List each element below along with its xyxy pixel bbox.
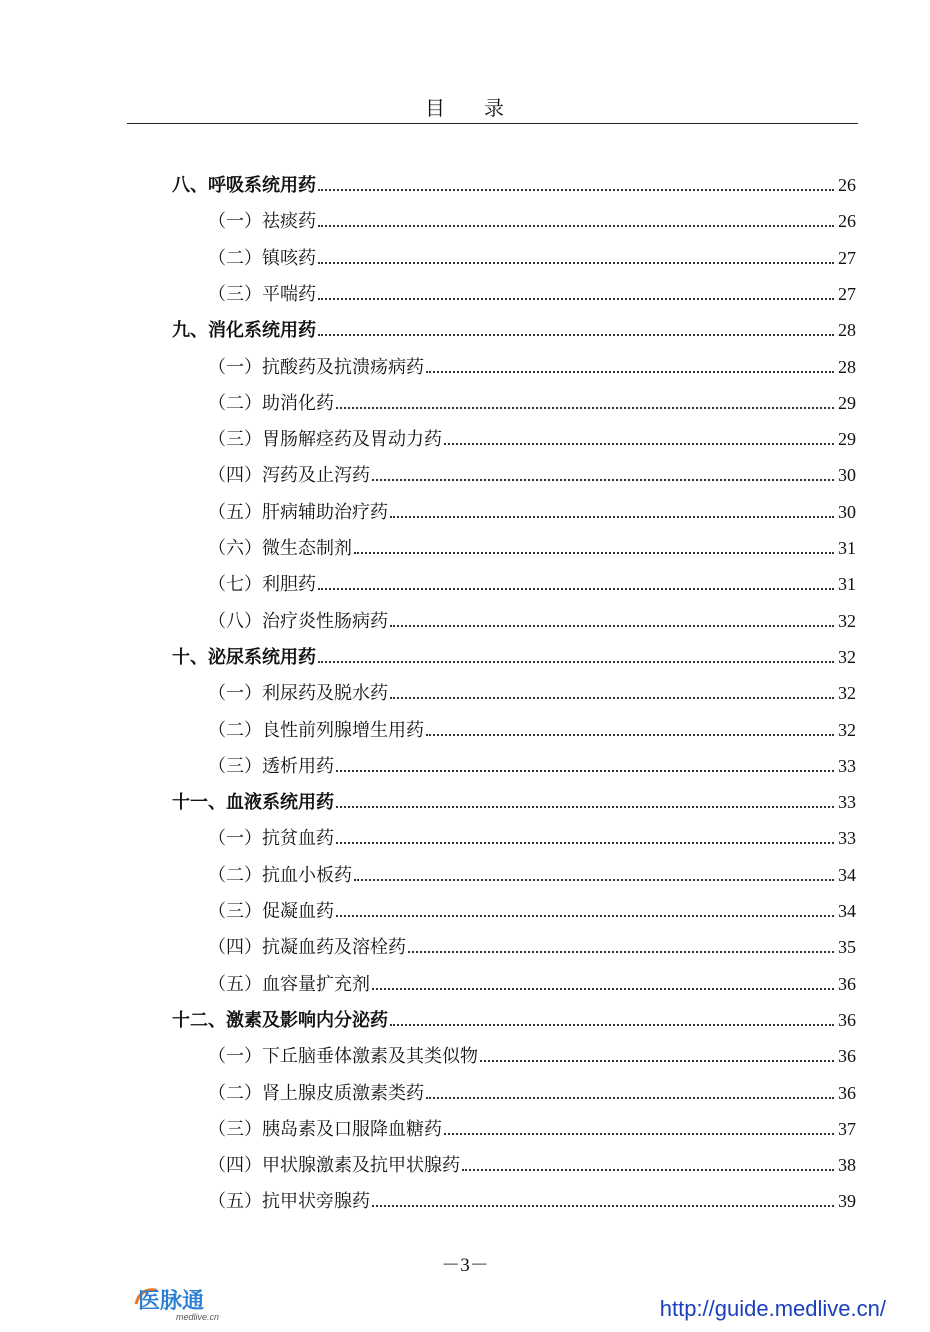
dot-leader bbox=[354, 552, 834, 554]
toc-entry-page-number: 33 bbox=[838, 828, 856, 849]
toc-section-row[interactable] bbox=[208, 279, 856, 309]
toc-entry-page-number: 34 bbox=[838, 864, 856, 885]
toc-entry-label: （一）下丘脑垂体激素及其类似物 bbox=[208, 1046, 478, 1068]
toc-entry-page-number: 36 bbox=[838, 1009, 856, 1030]
toc-entry-page-number: 36 bbox=[838, 1082, 856, 1103]
toc-chapter-row[interactable] bbox=[172, 642, 856, 672]
page-title bbox=[0, 92, 930, 121]
dot-leader bbox=[318, 262, 834, 264]
toc-section-row[interactable] bbox=[208, 424, 856, 454]
toc-entry-label: 九、消化系统用药 bbox=[172, 320, 316, 342]
logo-subtext: medlive.cn bbox=[176, 1312, 220, 1322]
toc-entry-label: 八、呼吸系统用药 bbox=[172, 175, 316, 196]
page-number: －3－ bbox=[441, 1255, 489, 1276]
toc-entry-page-number: 36 bbox=[838, 1046, 856, 1067]
toc-entry-label: （三）胰岛素及口服降血糖药 bbox=[208, 1118, 442, 1140]
dot-leader bbox=[462, 1169, 834, 1171]
dot-leader bbox=[426, 371, 834, 373]
dot-leader bbox=[336, 806, 834, 808]
toc-section-row[interactable] bbox=[208, 1041, 856, 1071]
toc-entry-page-number: 32 bbox=[838, 610, 856, 631]
toc-entry-label: （三）促凝血药 bbox=[208, 901, 334, 922]
toc-entry-label: （五）抗甲状旁腺药 bbox=[208, 1191, 370, 1213]
toc-section-row[interactable] bbox=[208, 751, 856, 781]
dot-leader bbox=[336, 842, 834, 844]
toc-entry-page-number: 28 bbox=[838, 320, 856, 341]
dot-leader bbox=[318, 298, 834, 300]
toc-entry-label: 十一、血液系统用药 bbox=[172, 792, 334, 814]
toc-entry-page-number: 38 bbox=[838, 1155, 856, 1176]
toc-entry-page-number: 36 bbox=[838, 973, 856, 994]
toc-chapter-row[interactable] bbox=[172, 170, 856, 200]
toc-section-row[interactable] bbox=[208, 678, 856, 708]
medlive-logo bbox=[132, 1280, 242, 1322]
toc-section-row[interactable] bbox=[208, 388, 856, 418]
toc-entry-page-number: 33 bbox=[838, 755, 856, 776]
toc-entry-page-number: 29 bbox=[838, 392, 856, 413]
toc-entry-page-number: 26 bbox=[838, 211, 856, 232]
dot-leader bbox=[318, 225, 834, 227]
toc-entry-page-number: 27 bbox=[838, 283, 856, 304]
dot-leader bbox=[336, 915, 834, 917]
toc-entry-label: （一）祛痰药 bbox=[208, 211, 316, 233]
toc-entry-label: （四）抗凝血药及溶栓药 bbox=[208, 937, 406, 959]
toc-entry-label: （三）透析用药 bbox=[208, 755, 334, 777]
dot-leader bbox=[426, 734, 834, 736]
toc-entry-label: （二）良性前列腺增生用药 bbox=[208, 719, 424, 741]
toc-entry-label: （七）利胆药 bbox=[208, 574, 316, 596]
dot-leader bbox=[336, 407, 834, 409]
toc-chapter-row[interactable] bbox=[172, 315, 856, 345]
toc-section-row[interactable] bbox=[208, 823, 856, 853]
toc-section-row[interactable] bbox=[208, 969, 856, 999]
dot-leader bbox=[318, 189, 834, 191]
toc-entry-label: （二）镇咳药 bbox=[208, 247, 316, 269]
toc-entry-label: （四）泻药及止泻药 bbox=[208, 465, 370, 487]
toc-entry-label: （六）微生态制剂 bbox=[208, 538, 352, 559]
toc-entry-page-number: 32 bbox=[838, 646, 856, 667]
toc-section-row[interactable] bbox=[208, 715, 856, 745]
toc-section-row[interactable] bbox=[208, 606, 856, 636]
toc-entry-label: （一）抗贫血药 bbox=[208, 828, 334, 850]
footer-url-link[interactable]: http://guide.medlive.cn/ bbox=[659, 1296, 886, 1321]
toc-entry-page-number: 27 bbox=[838, 247, 856, 268]
toc-entry-page-number: 39 bbox=[838, 1191, 856, 1212]
dot-leader bbox=[444, 443, 834, 445]
title-char-2: 录 bbox=[484, 96, 505, 120]
toc-entry-page-number: 26 bbox=[838, 175, 856, 195]
toc-entry-page-number: 30 bbox=[838, 465, 856, 486]
dot-leader bbox=[390, 516, 834, 518]
header-rule bbox=[127, 123, 858, 124]
dot-leader bbox=[318, 661, 834, 663]
toc-section-row[interactable] bbox=[208, 206, 856, 236]
toc-section-row[interactable] bbox=[208, 1114, 856, 1144]
toc-entry-label: （二）助消化药 bbox=[208, 392, 334, 414]
dot-leader bbox=[390, 697, 834, 699]
toc-entry-label: （五）肝病辅助治疗药 bbox=[208, 501, 388, 523]
toc-section-row[interactable] bbox=[208, 1186, 856, 1216]
toc-section-row[interactable] bbox=[208, 569, 856, 599]
toc-entry-page-number: 30 bbox=[838, 501, 856, 522]
toc-entry-page-number: 31 bbox=[838, 538, 856, 558]
dot-leader bbox=[426, 1097, 834, 1099]
dot-leader bbox=[336, 770, 834, 772]
toc-entry-page-number: 35 bbox=[838, 937, 856, 958]
toc-section-row[interactable] bbox=[208, 533, 856, 563]
toc-entry-label: （一）抗酸药及抗溃疡病药 bbox=[208, 356, 424, 378]
toc-entry-page-number: 29 bbox=[838, 429, 856, 450]
toc-entry-page-number: 33 bbox=[838, 792, 856, 813]
toc-entry-label: （四）甲状腺激素及抗甲状腺药 bbox=[208, 1155, 460, 1177]
toc-section-row[interactable] bbox=[208, 460, 856, 490]
dot-leader bbox=[408, 951, 834, 953]
toc-section-row[interactable] bbox=[208, 896, 856, 926]
dot-leader bbox=[390, 625, 834, 627]
toc-chapter-row[interactable] bbox=[172, 787, 856, 817]
dot-leader bbox=[480, 1060, 834, 1062]
toc-section-row[interactable] bbox=[208, 497, 856, 527]
toc-entry-page-number: 32 bbox=[838, 719, 856, 740]
toc-entry-label: （三）平喘药 bbox=[208, 283, 316, 305]
toc-section-row[interactable] bbox=[208, 932, 856, 962]
toc-chapter-row[interactable] bbox=[172, 1005, 856, 1035]
title-char-1: 目 bbox=[425, 96, 446, 120]
dot-leader bbox=[354, 879, 834, 881]
toc-entry-label: （三）胃肠解痉药及胃动力药 bbox=[208, 429, 442, 451]
toc-entry-label: （二）肾上腺皮质激素类药 bbox=[208, 1082, 424, 1104]
dot-leader bbox=[390, 1024, 834, 1026]
toc-entry-page-number: 37 bbox=[838, 1118, 856, 1139]
toc-section-row[interactable] bbox=[208, 1078, 856, 1108]
dot-leader bbox=[372, 1205, 834, 1207]
toc-section-row[interactable] bbox=[208, 352, 856, 382]
toc-entry-label: （八）治疗炎性肠病药 bbox=[208, 610, 388, 632]
toc-entry-label: （二）抗血小板药 bbox=[208, 864, 352, 886]
dot-leader bbox=[318, 334, 834, 336]
toc-entry-page-number: 28 bbox=[838, 356, 856, 377]
toc-entry-label: （五）血容量扩充剂 bbox=[208, 973, 370, 995]
toc-entry-page-number: 32 bbox=[838, 683, 856, 704]
toc-section-row[interactable] bbox=[208, 1150, 856, 1180]
toc-entry-label: 十、泌尿系统用药 bbox=[172, 646, 316, 668]
toc-entry-page-number: 34 bbox=[838, 901, 856, 921]
toc-entry-page-number: 31 bbox=[838, 574, 856, 595]
toc-section-row[interactable] bbox=[208, 243, 856, 273]
dot-leader bbox=[318, 588, 834, 590]
dot-leader bbox=[372, 479, 834, 481]
toc-section-row[interactable] bbox=[208, 860, 856, 890]
toc-entry-label: 十二、激素及影响内分泌药 bbox=[172, 1009, 388, 1031]
logo-text: 医脉通 bbox=[138, 1289, 205, 1314]
toc-entry-label: （一）利尿药及脱水药 bbox=[208, 683, 388, 705]
dot-leader bbox=[372, 988, 834, 990]
dot-leader bbox=[444, 1133, 834, 1135]
